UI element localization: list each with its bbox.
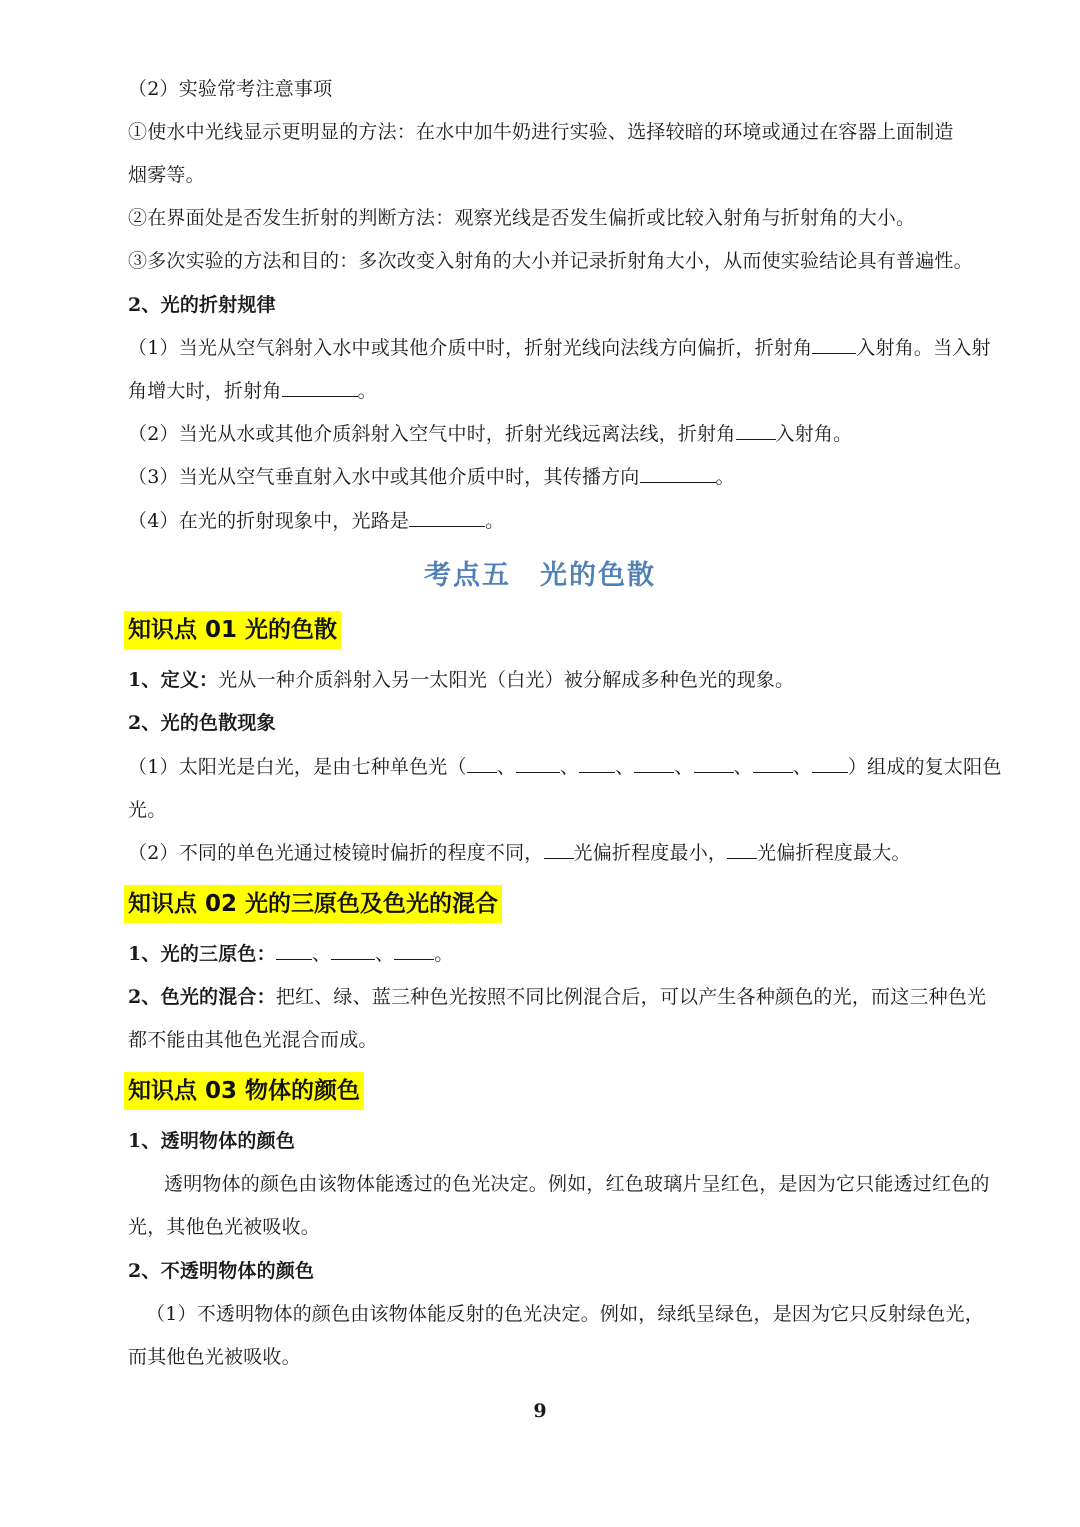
primary-colors-line xyxy=(128,941,988,967)
law-4-text-b: 。 xyxy=(485,510,505,532)
fill-blank[interactable] xyxy=(753,754,793,773)
fill-blank[interactable] xyxy=(812,754,848,773)
dispersion-item-1-line-2: 光。 xyxy=(128,799,167,821)
knowledge-point-02-heading: 知识点 02 光的三原色及色光的混合 xyxy=(124,885,502,923)
dispersion-item-1-line-1 xyxy=(128,754,1002,780)
fill-blank[interactable] xyxy=(331,941,375,960)
dispersion-item-1-text-b: ）组成的复太阳色 xyxy=(847,756,1002,778)
transparent-object-heading: 1、透明物体的颜色 xyxy=(128,1130,296,1152)
law-1-text-c: 角增大时，折射角 xyxy=(128,380,282,402)
dispersion-item-2-text-c: 光偏折程度最大。 xyxy=(757,842,911,864)
color-mixing-line-2: 都不能由其他色光混合而成。 xyxy=(128,1029,378,1051)
dispersion-item-1-text-a: （1）太阳光是白光，是由七种单色光（ xyxy=(128,756,467,778)
section-title: 考点五 光的色散 xyxy=(424,560,656,591)
fill-blank[interactable] xyxy=(394,941,434,960)
law-4-text-a: （4）在光的折射现象中，光路是 xyxy=(128,510,410,532)
law-1-text-d: 。 xyxy=(357,380,377,402)
note-2: ②在界面处是否发生折射的判断方法：观察光线是否发生偏折或比较入射角与折射角的大小。 xyxy=(128,207,916,229)
law-1-text-a: （1）当光从空气斜射入水中或其他介质中时，折射光线向法线方向偏折，折射角 xyxy=(128,337,813,359)
opaque-object-text-1: （1）不透明物体的颜色由该物体能反射的色光决定。例如，绿纸呈绿色，是因为它只反射绿色光， xyxy=(146,1303,984,1325)
separator: 、 xyxy=(792,756,812,778)
fill-blank[interactable] xyxy=(634,754,674,773)
refraction-law-heading: 2、光的折射规律 xyxy=(128,294,276,316)
fill-blank[interactable] xyxy=(727,840,757,859)
primary-colors-end: 。 xyxy=(434,943,454,965)
knowledge-point-03-heading: 知识点 03 物体的颜色 xyxy=(124,1072,364,1110)
separator: 、 xyxy=(311,943,332,965)
separator: 、 xyxy=(733,756,753,778)
law-1-text-b: 入射角。当入射 xyxy=(856,337,991,359)
law-2-text-a: （2）当光从水或其他介质斜射入空气中时，折射光线远离法线，折射角 xyxy=(128,423,736,445)
law-3-text-a: （3）当光从空气垂直射入水中或其他介质中时，其传播方向 xyxy=(128,466,640,488)
page-number: 9 xyxy=(533,1400,547,1422)
fill-blank[interactable] xyxy=(694,754,734,773)
fill-blank[interactable] xyxy=(282,378,358,397)
primary-colors-label: 1、光的三原色： xyxy=(128,943,276,965)
opaque-object-text-2: 而其他色光被吸收。 xyxy=(128,1346,301,1368)
fill-blank[interactable] xyxy=(467,754,497,773)
separator: 、 xyxy=(615,756,635,778)
dispersion-item-2-text-b: 光偏折程度最小， xyxy=(573,842,728,864)
dispersion-item-2-text-a: （2）不同的单色光通过棱镜时偏折的程度不同， xyxy=(128,842,544,864)
separator: 、 xyxy=(375,943,395,965)
color-mixing-label: 2、色光的混合： xyxy=(128,986,276,1008)
fill-blank[interactable] xyxy=(409,508,485,527)
separator: 、 xyxy=(559,756,580,778)
separator: 、 xyxy=(496,756,516,778)
fill-blank[interactable] xyxy=(640,464,716,483)
fill-blank[interactable] xyxy=(812,335,856,354)
law-1-line-1 xyxy=(128,335,991,361)
fill-blank[interactable] xyxy=(544,840,574,859)
knowledge-point-01-heading: 知识点 01 光的色散 xyxy=(124,611,341,649)
law-4 xyxy=(128,508,988,534)
fill-blank[interactable] xyxy=(276,941,312,960)
opaque-object-heading: 2、不透明物体的颜色 xyxy=(128,1260,315,1282)
separator: 、 xyxy=(674,756,694,778)
law-2 xyxy=(128,421,988,447)
definition-label: 1、定义： xyxy=(128,669,219,691)
note-1-line-1: ①使水中光线显示更明显的方法：在水中加牛奶进行实验、选择较暗的环境或通过在容器上面制造 xyxy=(128,121,954,143)
note-3: ③多次实验的方法和目的：多次改变入射角的大小并记录折射角大小，从而使实验结论具有普遍性。 xyxy=(128,250,973,272)
definition-text: 光从一种介质斜射入另一太阳光（白光）被分解成多种色光的现象。 xyxy=(218,669,795,691)
fill-blank[interactable] xyxy=(579,754,615,773)
definition-line xyxy=(128,667,988,693)
transparent-object-text-1: 透明物体的颜色由该物体能透过的色光决定。例如，红色玻璃片呈红色，是因为它只能透过红色的 xyxy=(164,1173,990,1195)
color-mixing-text: 把红、绿、蓝三种色光按照不同比例混合后，可以产生各种颜色的光，而这三种色光 xyxy=(275,986,987,1008)
law-3-text-b: 。 xyxy=(715,466,735,488)
fill-blank[interactable] xyxy=(516,754,560,773)
dispersion-phenomenon-heading: 2、光的色散现象 xyxy=(128,712,276,734)
law-1-line-2 xyxy=(128,378,988,404)
law-3 xyxy=(128,464,988,490)
dispersion-item-2 xyxy=(128,840,988,866)
color-mixing-line-1 xyxy=(128,984,988,1010)
fill-blank[interactable] xyxy=(736,421,776,440)
law-2-text-b: 入射角。 xyxy=(775,423,853,445)
note-1-line-2: 烟雾等。 xyxy=(128,164,205,186)
experiment-notes-heading: （2）实验常考注意事项 xyxy=(128,78,333,100)
transparent-object-text-2: 光，其他色光被吸收。 xyxy=(128,1216,321,1238)
